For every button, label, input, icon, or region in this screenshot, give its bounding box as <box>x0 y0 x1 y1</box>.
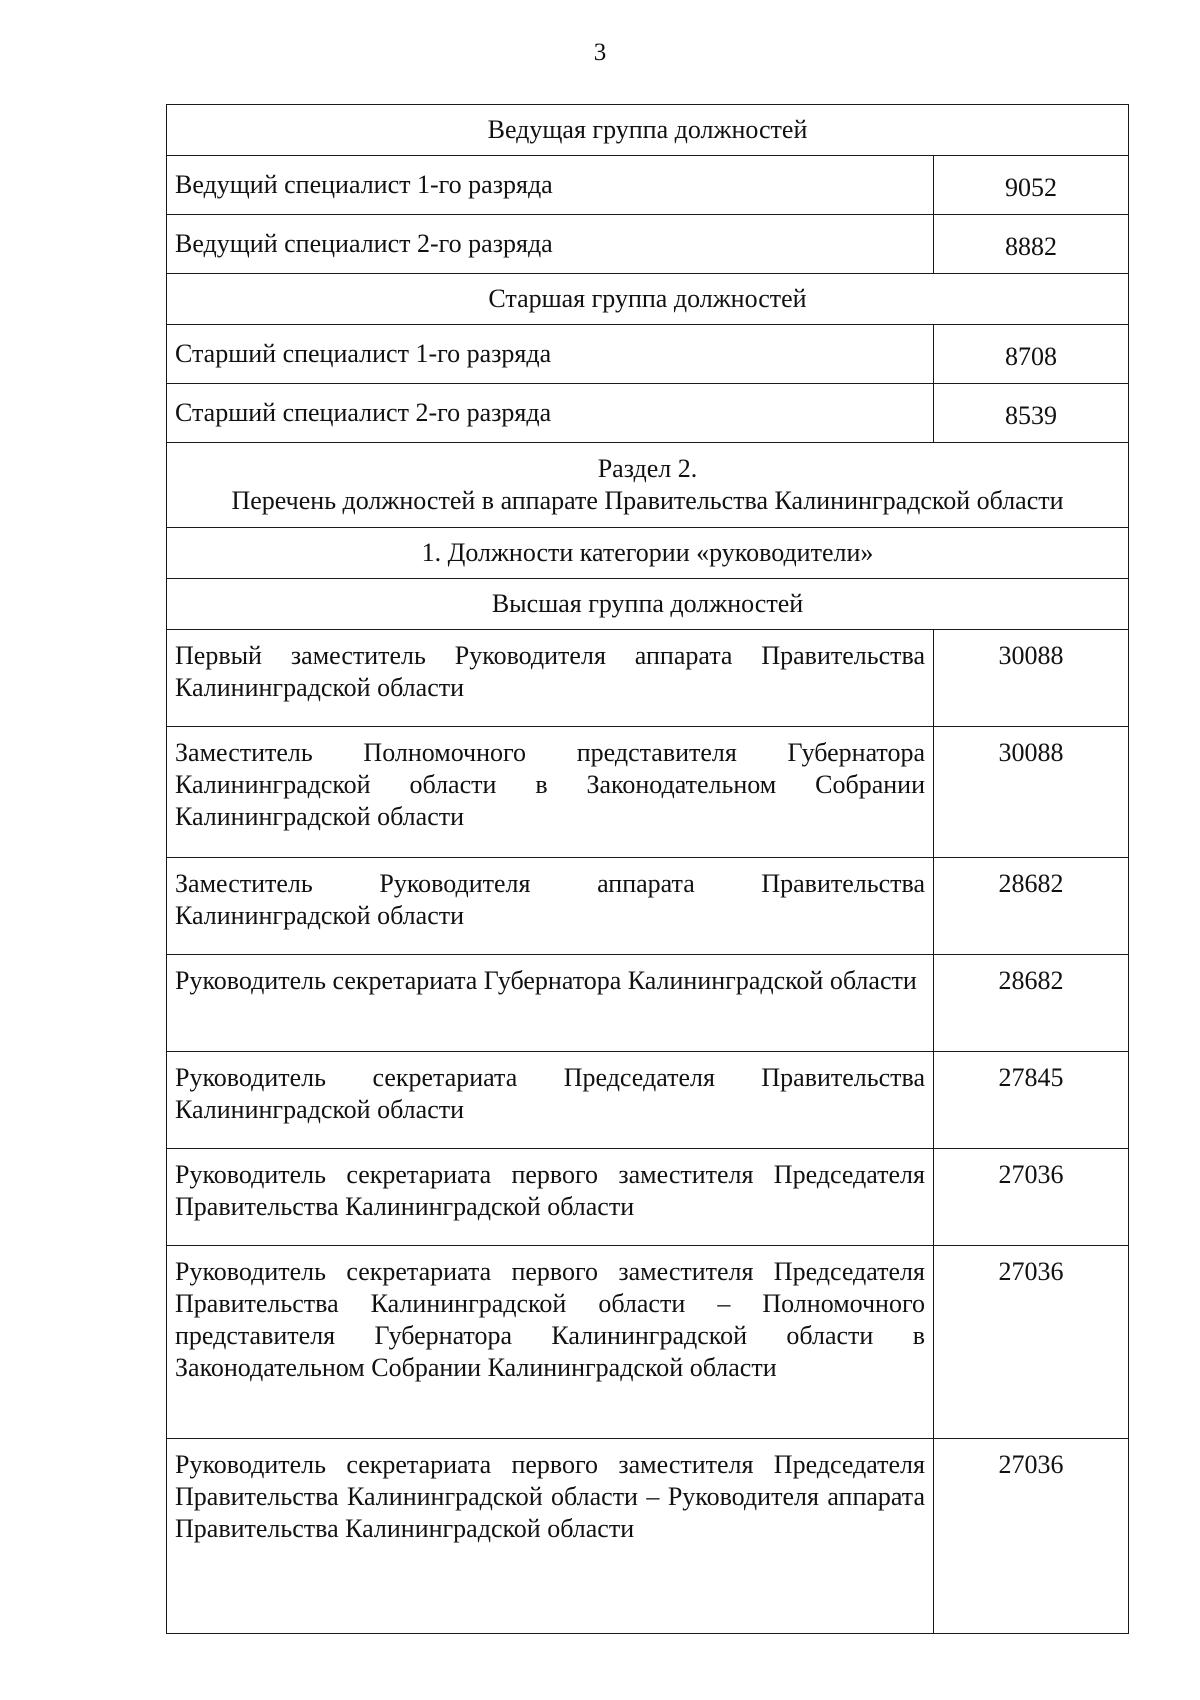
table-row-group-header <box>167 105 1129 156</box>
table-row <box>167 156 1129 215</box>
position-value: 27036 <box>934 1439 1129 1634</box>
position-name: Руководитель секретариата первого заместителя Председателя Правительства Калининградской области – Руководителя аппарата Правительства Калининградской области <box>167 1439 934 1634</box>
table-row <box>167 215 1129 274</box>
position-value: 9052 <box>934 156 1129 215</box>
group-header-senior: Старшая группа должностей <box>167 274 1129 325</box>
positions-table <box>166 104 1129 1634</box>
position-value: 28682 <box>934 955 1129 1052</box>
position-name: Старший специалист 1-го разряда <box>167 325 934 384</box>
position-value: 8882 <box>934 215 1129 274</box>
table-row <box>167 858 1129 955</box>
position-value: 27845 <box>934 1052 1129 1149</box>
position-name: Заместитель Руководителя аппарата Правительства Калининградской области <box>167 858 934 955</box>
table-row-category-header <box>167 528 1129 579</box>
position-value: 8539 <box>934 384 1129 443</box>
position-value: 28682 <box>934 858 1129 955</box>
position-name: Руководитель секретариата Губернатора Калининградской области <box>167 955 934 1052</box>
table-row <box>167 1052 1129 1149</box>
position-name: Заместитель Полномочного представителя Губернатора Калининградской области в Законодательном Собрании Калининградской области <box>167 727 934 858</box>
position-name: Ведущий специалист 2-го разряда <box>167 215 934 274</box>
table-row-section-header <box>167 443 1129 528</box>
table-row <box>167 630 1129 727</box>
category-header: 1. Должности категории «руководители» <box>167 528 1129 579</box>
section-title: Перечень должностей в аппарате Правительства Калининградской области <box>231 486 1064 515</box>
position-value: 8708 <box>934 325 1129 384</box>
position-value: 30088 <box>934 630 1129 727</box>
position-name: Руководитель секретариата первого заместителя Председателя Правительства Калининградской области <box>167 1149 934 1246</box>
page-number: 3 <box>593 39 607 66</box>
position-value: 27036 <box>934 1149 1129 1246</box>
group-header-lead: Ведущая группа должностей <box>167 105 1129 156</box>
position-value: 27036 <box>934 1246 1129 1439</box>
position-name: Старший специалист 2-го разряда <box>167 384 934 443</box>
table-row <box>167 955 1129 1052</box>
position-name: Руководитель секретариата Председателя Правительства Калининградской области <box>167 1052 934 1149</box>
table-row <box>167 384 1129 443</box>
table-row <box>167 1439 1129 1634</box>
table-row-group-header <box>167 579 1129 630</box>
table-row <box>167 727 1129 858</box>
table-row <box>167 1246 1129 1439</box>
position-name: Руководитель секретариата первого заместителя Председателя Правительства Калининградской области – Полномочного представителя Губернатора Калининградской области в Законодательном Собрании Калининградской области <box>167 1246 934 1439</box>
section-number: Раздел 2. <box>597 454 698 483</box>
table-row-group-header <box>167 274 1129 325</box>
table-row <box>167 1149 1129 1246</box>
position-name: Ведущий специалист 1-го разряда <box>167 156 934 215</box>
table-row <box>167 325 1129 384</box>
section-header <box>167 443 1129 528</box>
position-name: Первый заместитель Руководителя аппарата Правительства Калининградской области <box>167 630 934 727</box>
group-header-highest: Высшая группа должностей <box>167 579 1129 630</box>
position-value: 30088 <box>934 727 1129 858</box>
